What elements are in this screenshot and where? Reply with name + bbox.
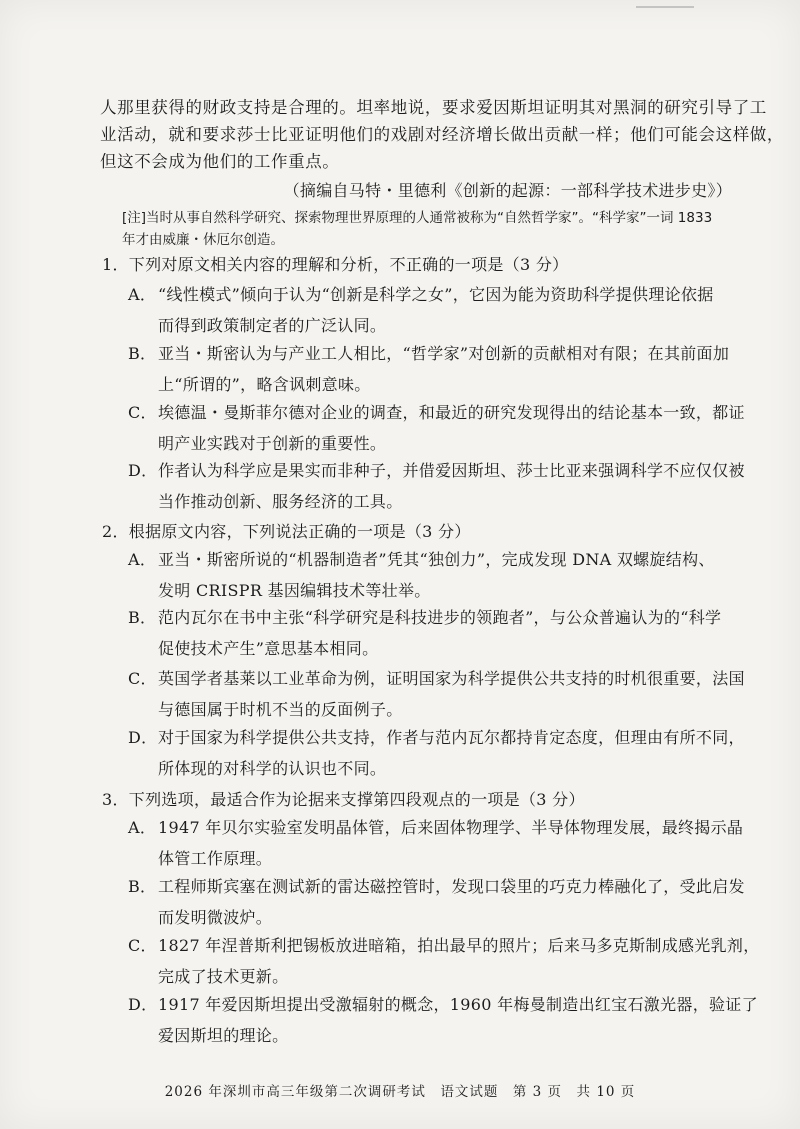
option-line: 促使技术产生”意思基本相同。 (158, 639, 379, 658)
option-line: 英国学者基莱以工业革命为例，证明国家为科学提供公共支持的时机很重要，法国 (158, 669, 745, 688)
option-line: 工程师斯宾塞在测试新的雷达磁控管时，发现口袋里的巧克力棒融化了，受此启发 (158, 877, 745, 896)
option-line: 亚当・斯密认为与产业工人相比，“哲学家”对创新的贡献相对有限；在其前面加 (158, 344, 730, 363)
question-1-stem: 1．下列对原文相关内容的理解和分析，不正确的一项是（3 分） (102, 255, 569, 274)
option-letter: A． (128, 550, 157, 569)
option-line: 爱因斯坦的理论。 (158, 1026, 289, 1045)
passage-line: 但这不会成为他们的工作重点。 (100, 152, 340, 171)
footnote-line: 年才由威廉・休厄尔创造。 (122, 232, 284, 248)
option-line: 体管工作原理。 (158, 849, 273, 868)
footnote-line: [注]当时从事自然科学研究、探索物理世界原理的人通常被称为“自然哲学家”。“科学家”一词 1833 (122, 210, 713, 226)
source-citation: （摘编自马特・里德利《创新的起源：一部科学技术进步史》） (283, 181, 732, 200)
option-line: 作者认为科学应是果实而非种子，并借爱因斯坦、莎士比亚来强调科学不应仅仅被 (158, 461, 745, 480)
option-line: 对于国家为科学提供公共支持，作者与范内瓦尔都持肯定态度，但理由有所不同， (158, 728, 745, 747)
page-footer: 2026 年深圳市高三年级第二次调研考试 语文试题 第 3 页 共 10 页 (164, 1084, 636, 1100)
option-line: 上“所谓的”，略含讽刺意味。 (158, 375, 371, 394)
option-letter: C． (128, 936, 157, 955)
option-letter: C． (128, 403, 157, 422)
option-line: 明产业实践对于创新的重要性。 (158, 434, 387, 453)
option-line: 范内瓦尔在书中主张“科学研究是科技进步的领跑者”，与公众普遍认为的“科学 (158, 608, 722, 627)
passage-paragraph (100, 94, 784, 175)
footnote (122, 207, 747, 251)
option-line: 埃德温・曼斯菲尔德对企业的调查，和最近的研究发现得出的结论基本一致，都证 (158, 403, 745, 422)
option-letter: B． (128, 608, 157, 627)
option-letter: D． (128, 995, 158, 1014)
option-line: 所体现的对科学的认识也不同。 (158, 759, 387, 778)
option-line: 当作推动创新、服务经济的工具。 (158, 492, 403, 511)
option-line: 而得到政策制定者的广泛认同。 (158, 316, 387, 335)
option-line: 发明 CRISPR 基因编辑技术等壮举。 (158, 581, 431, 600)
scan-mark (636, 6, 694, 8)
option-line: “线性模式”倾向于认为“创新是科学之女”，它因为能为资助科学提供理论依据 (158, 285, 714, 304)
passage-line: 人那里获得的财政支持是合理的。坦率地说，要求爱因斯坦证明其对黑洞的研究引导了工 (100, 98, 767, 117)
option-letter: D． (128, 461, 158, 480)
option-line: 1917 年爱因斯坦提出受激辐射的概念，1960 年梅曼制造出红宝石激光器，验证了 (158, 995, 758, 1014)
option-line: 而发明微波炉。 (158, 908, 273, 927)
question-3-stem: 3．下列选项，最适合作为论据来支撑第四段观点的一项是（3 分） (102, 790, 585, 809)
option-letter: B． (128, 344, 157, 363)
question-2-stem: 2．根据原文内容，下列说法正确的一项是（3 分） (102, 522, 471, 541)
option-letter: B． (128, 877, 157, 896)
option-line: 与德国属于时机不当的反面例子。 (158, 700, 403, 719)
option-letter: D． (128, 728, 158, 747)
option-letter: A． (128, 285, 157, 304)
option-line: 完成了技术更新。 (158, 967, 289, 986)
option-letter: A． (128, 818, 157, 837)
option-letter: C． (128, 669, 157, 688)
passage-line: 业活动，就和要求莎士比亚证明他们的戏剧对经济增长做出贡献一样；他们可能会这样做， (100, 125, 784, 144)
option-line: 1947 年贝尔实验室发明晶体管，后来固体物理学、半导体物理发展，最终揭示晶 (158, 818, 744, 837)
option-line: 亚当・斯密所说的“机器制造者”凭其“独创力”，完成发现 DNA 双螺旋结构、 (158, 550, 715, 569)
option-line: 1827 年涅普斯利把锡板放进暗箱，拍出最早的照片；后来马多克斯制成感光乳剂， (158, 936, 760, 955)
